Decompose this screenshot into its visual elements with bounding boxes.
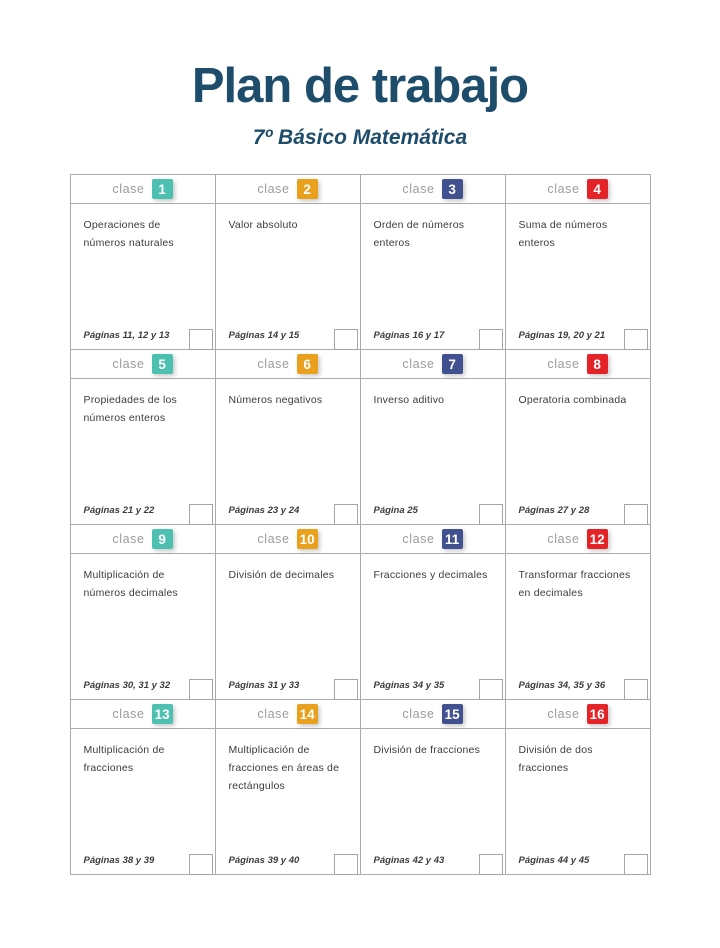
completion-checkbox[interactable] [624, 504, 648, 525]
pages-label: Páginas 31 y 33 [228, 680, 300, 691]
class-number-badge: 6 [297, 354, 318, 374]
completion-checkbox[interactable] [624, 329, 648, 350]
class-card-13 [71, 700, 216, 875]
class-number-badge: 11 [442, 529, 463, 549]
completion-checkbox[interactable] [189, 504, 213, 525]
clase-label: clase [112, 357, 145, 371]
class-topic: División de dos fracciones [518, 744, 593, 774]
pages-label: Páginas 34 y 35 [373, 680, 445, 691]
page-subtitle: 7º Básico Matemática [252, 126, 468, 149]
completion-checkbox[interactable] [624, 854, 648, 875]
completion-checkbox[interactable] [479, 329, 503, 350]
class-number-badge: 5 [152, 354, 173, 374]
class-card-header [361, 525, 505, 554]
completion-checkbox[interactable] [189, 679, 213, 700]
clase-label: clase [402, 357, 435, 371]
pages-label: Páginas 11, 12 y 13 [83, 330, 170, 341]
completion-checkbox[interactable] [189, 854, 213, 875]
class-topic: Propiedades de los números enteros [83, 394, 177, 424]
class-card-header [506, 525, 650, 554]
class-number-badge: 2 [297, 179, 318, 199]
clase-label: clase [257, 707, 290, 721]
class-number-badge: 8 [587, 354, 608, 374]
class-card-header [216, 350, 360, 379]
class-number-badge: 1 [152, 179, 173, 199]
clase-label: clase [547, 532, 580, 546]
completion-checkbox[interactable] [334, 504, 358, 525]
clase-label: clase [547, 707, 580, 721]
class-card-header [216, 175, 360, 204]
pages-label: Páginas 39 y 40 [228, 855, 300, 866]
class-topic: Inverso aditivo [373, 394, 445, 406]
class-topic: Orden de números enteros [373, 219, 465, 249]
class-number-badge: 9 [152, 529, 173, 549]
pages-label: Páginas 23 y 24 [228, 505, 300, 516]
clase-label: clase [257, 182, 290, 196]
clase-label: clase [112, 532, 145, 546]
class-card-8 [506, 350, 651, 525]
pages-label: Páginas 16 y 17 [373, 330, 445, 341]
completion-checkbox[interactable] [624, 679, 648, 700]
class-topic: Transformar fracciones en decimales [518, 569, 631, 599]
class-topic: Operatoria combinada [518, 394, 627, 406]
class-topic: División de fracciones [373, 744, 481, 756]
class-number-badge: 14 [297, 704, 318, 724]
class-card-5 [71, 350, 216, 525]
class-card-15 [361, 700, 506, 875]
clase-label: clase [112, 707, 145, 721]
class-number-badge: 4 [587, 179, 608, 199]
class-card-header [506, 175, 650, 204]
pages-label: Página 25 [373, 505, 418, 516]
class-card-11 [361, 525, 506, 700]
class-topic: Fracciones y decimales [373, 569, 488, 581]
clase-label: clase [547, 357, 580, 371]
pages-label: Páginas 34, 35 y 36 [518, 680, 606, 691]
clase-label: clase [257, 357, 290, 371]
class-number-badge: 10 [297, 529, 318, 549]
completion-checkbox[interactable] [334, 679, 358, 700]
class-card-7 [361, 350, 506, 525]
clase-label: clase [257, 532, 290, 546]
class-number-badge: 7 [442, 354, 463, 374]
completion-checkbox[interactable] [189, 329, 213, 350]
class-card-header [216, 525, 360, 554]
class-number-badge: 15 [442, 704, 463, 724]
class-topic: Números negativos [228, 394, 323, 406]
class-topic: Valor absoluto [228, 219, 298, 231]
completion-checkbox[interactable] [479, 504, 503, 525]
class-number-badge: 12 [587, 529, 608, 549]
page-title: Plan de trabajo [191, 59, 529, 113]
clase-label: clase [547, 182, 580, 196]
class-card-header [506, 350, 650, 379]
pages-label: Páginas 21 y 22 [83, 505, 155, 516]
pages-label: Páginas 27 y 28 [518, 505, 590, 516]
completion-checkbox[interactable] [479, 854, 503, 875]
class-card-16 [506, 700, 651, 875]
class-card-4 [506, 175, 651, 350]
class-card-1 [71, 175, 216, 350]
class-topic: Suma de números enteros [518, 219, 608, 249]
pages-label: Páginas 42 y 43 [373, 855, 445, 866]
class-topic: Multiplicación de fracciones [83, 744, 165, 774]
class-card-header [71, 175, 215, 204]
class-card-header [361, 700, 505, 729]
class-number-badge: 3 [442, 179, 463, 199]
class-topic: Multiplicación de números decimales [83, 569, 178, 599]
class-card-14 [216, 700, 361, 875]
class-card-header [361, 175, 505, 204]
class-topic: Operaciones de números naturales [83, 219, 174, 249]
class-card-header [506, 700, 650, 729]
class-card-header [361, 350, 505, 379]
completion-checkbox[interactable] [334, 854, 358, 875]
class-card-10 [216, 525, 361, 700]
class-card-header [71, 700, 215, 729]
class-card-2 [216, 175, 361, 350]
class-card-header [71, 525, 215, 554]
class-card-12 [506, 525, 651, 700]
pages-label: Páginas 38 y 39 [83, 855, 155, 866]
pages-label: Páginas 19, 20 y 21 [518, 330, 606, 341]
class-card-9 [71, 525, 216, 700]
class-card-6 [216, 350, 361, 525]
class-number-badge: 16 [587, 704, 608, 724]
class-plan-grid [70, 174, 651, 875]
clase-label: clase [402, 707, 435, 721]
clase-label: clase [402, 532, 435, 546]
completion-checkbox[interactable] [479, 679, 503, 700]
class-number-badge: 13 [152, 704, 173, 724]
completion-checkbox[interactable] [334, 329, 358, 350]
pages-label: Páginas 44 y 45 [518, 855, 590, 866]
clase-label: clase [112, 182, 145, 196]
pages-label: Páginas 14 y 15 [228, 330, 300, 341]
clase-label: clase [402, 182, 435, 196]
class-topic: Multiplicación de fracciones en áreas de rectángulos [228, 744, 340, 792]
pages-label: Páginas 30, 31 y 32 [83, 680, 171, 691]
class-card-header [216, 700, 360, 729]
class-topic: División de decimales [228, 569, 335, 581]
class-card-3 [361, 175, 506, 350]
class-card-header [71, 350, 215, 379]
